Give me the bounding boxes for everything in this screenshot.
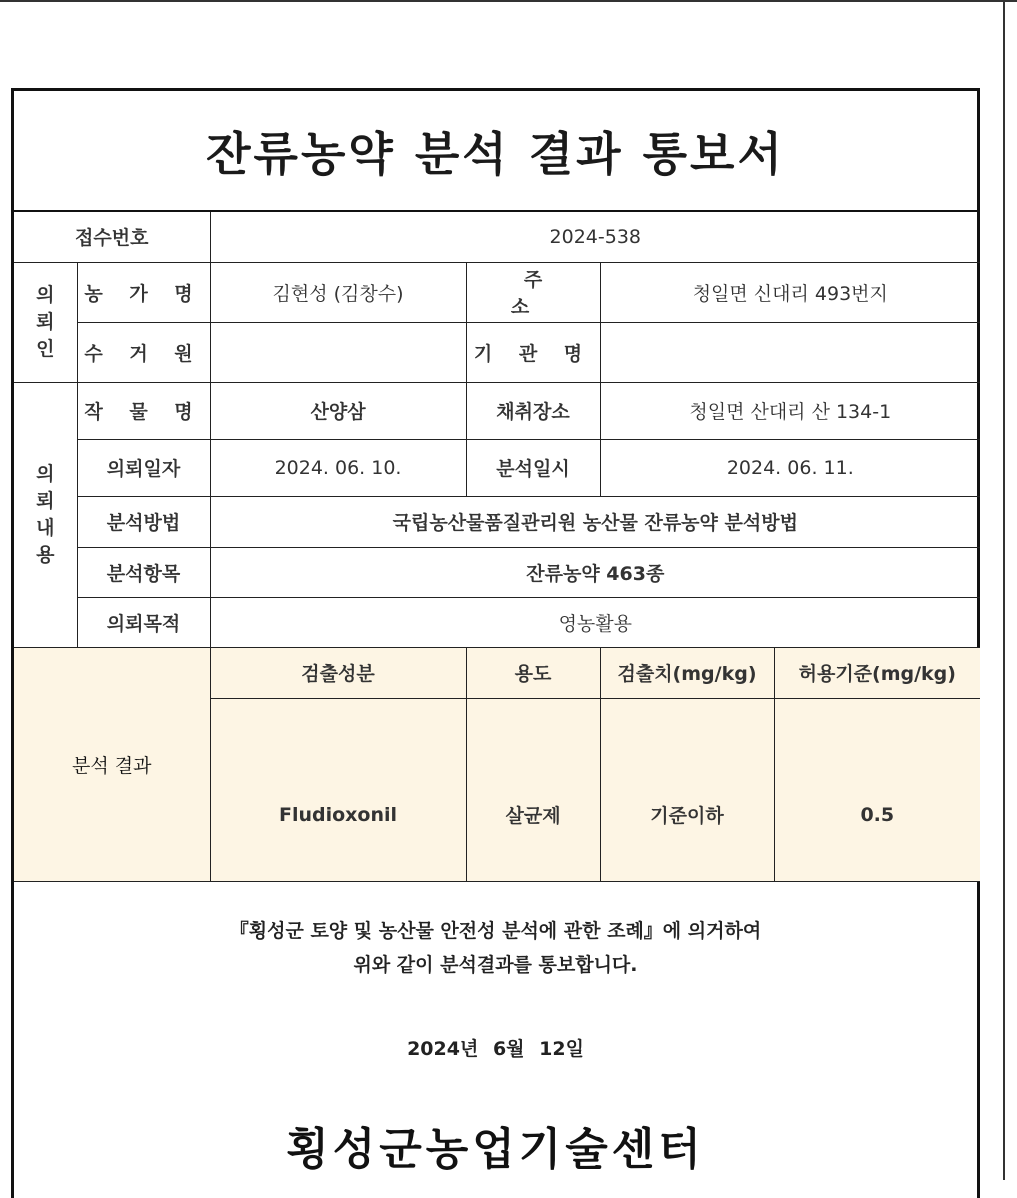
method-row	[14, 496, 980, 547]
analysis-date-value: 2024. 06. 11.	[600, 439, 980, 496]
crop-row	[14, 382, 980, 439]
result-limit-value: 0.5	[774, 698, 980, 881]
agency-label: 기 관 명	[466, 322, 600, 382]
analysis-result-label: 분석 결과	[14, 647, 210, 881]
issue-date	[14, 1034, 977, 1061]
date-row	[14, 439, 980, 496]
receipt-number-value: 2024-538	[210, 212, 980, 262]
items-row	[14, 547, 980, 597]
decree-statement	[14, 914, 977, 982]
purpose-row	[14, 597, 980, 647]
collector-row	[14, 322, 980, 382]
result-detected-value: 기준이하	[600, 698, 774, 881]
document-title: 잔류농약 분석 결과 통보서	[14, 91, 977, 212]
result-header-detected: 검출치(mg/kg)	[600, 647, 774, 698]
agency-value	[600, 322, 980, 382]
farm-name-label: 농 가 명	[77, 262, 210, 322]
result-header-limit: 허용기준(mg/kg)	[774, 647, 980, 698]
decree-line-2: 위와 같이 분석결과를 통보합니다.	[353, 954, 638, 976]
collector-value	[210, 322, 466, 382]
decree-line-1: 『횡성군 토양 및 농산물 안전성 분석에 관한 조례』에 의거하여	[229, 920, 762, 942]
report-table	[14, 212, 980, 882]
requester-section-label	[14, 262, 77, 382]
request-section-text: 의 뢰 내 용	[36, 462, 55, 566]
receipt-row	[14, 212, 980, 262]
result-header-usage: 용도	[466, 647, 600, 698]
request-purpose-label: 의뢰목적	[77, 597, 210, 647]
result-header-component: 검출성분	[210, 647, 466, 698]
analysis-items-value: 잔류농약 463종	[210, 547, 980, 597]
request-date-label: 의뢰일자	[77, 439, 210, 496]
requester-section-text: 의 뢰 인	[36, 283, 55, 360]
address-label-text: 주 소	[510, 269, 569, 318]
crop-name-value: 산양삼	[210, 382, 466, 439]
receipt-number-label: 접수번호	[14, 212, 210, 262]
crop-name-label: 작 물 명	[77, 382, 210, 439]
result-usage-value: 살균제	[466, 698, 600, 881]
farm-name-row	[14, 262, 980, 322]
analysis-method-label: 분석방법	[77, 496, 210, 547]
sampling-place-value: 청일면 산대리 산 134-1	[600, 382, 980, 439]
request-section-label	[14, 382, 77, 647]
issue-date-month: 6월	[492, 1038, 525, 1060]
analysis-date-label: 분석일시	[466, 439, 600, 496]
sampling-place-label: 채취장소	[466, 382, 600, 439]
farm-name-value: 김현성 (김창수)	[210, 262, 466, 322]
page-top-edge	[0, 0, 1017, 2]
analysis-method-value: 국립농산물품질관리원 농산물 잔류농약 분석방법	[210, 496, 980, 547]
result-component-value: Fludioxonil	[210, 698, 466, 881]
report-frame	[11, 88, 980, 1198]
analysis-items-label: 분석항목	[77, 547, 210, 597]
address-label	[466, 262, 600, 322]
issuing-organization: 횡성군농업기술센터	[286, 1124, 705, 1175]
request-purpose-value: 영농활용	[210, 597, 980, 647]
collector-label: 수 거 원	[77, 322, 210, 382]
report-footer	[14, 884, 977, 1177]
issue-date-year: 2024년	[407, 1038, 479, 1060]
address-value: 청일면 신대리 493번지	[600, 262, 980, 322]
page-right-edge	[1003, 0, 1005, 1180]
request-date-value: 2024. 06. 10.	[210, 439, 466, 496]
issue-date-day: 12일	[539, 1038, 584, 1060]
result-header-row	[14, 647, 980, 698]
